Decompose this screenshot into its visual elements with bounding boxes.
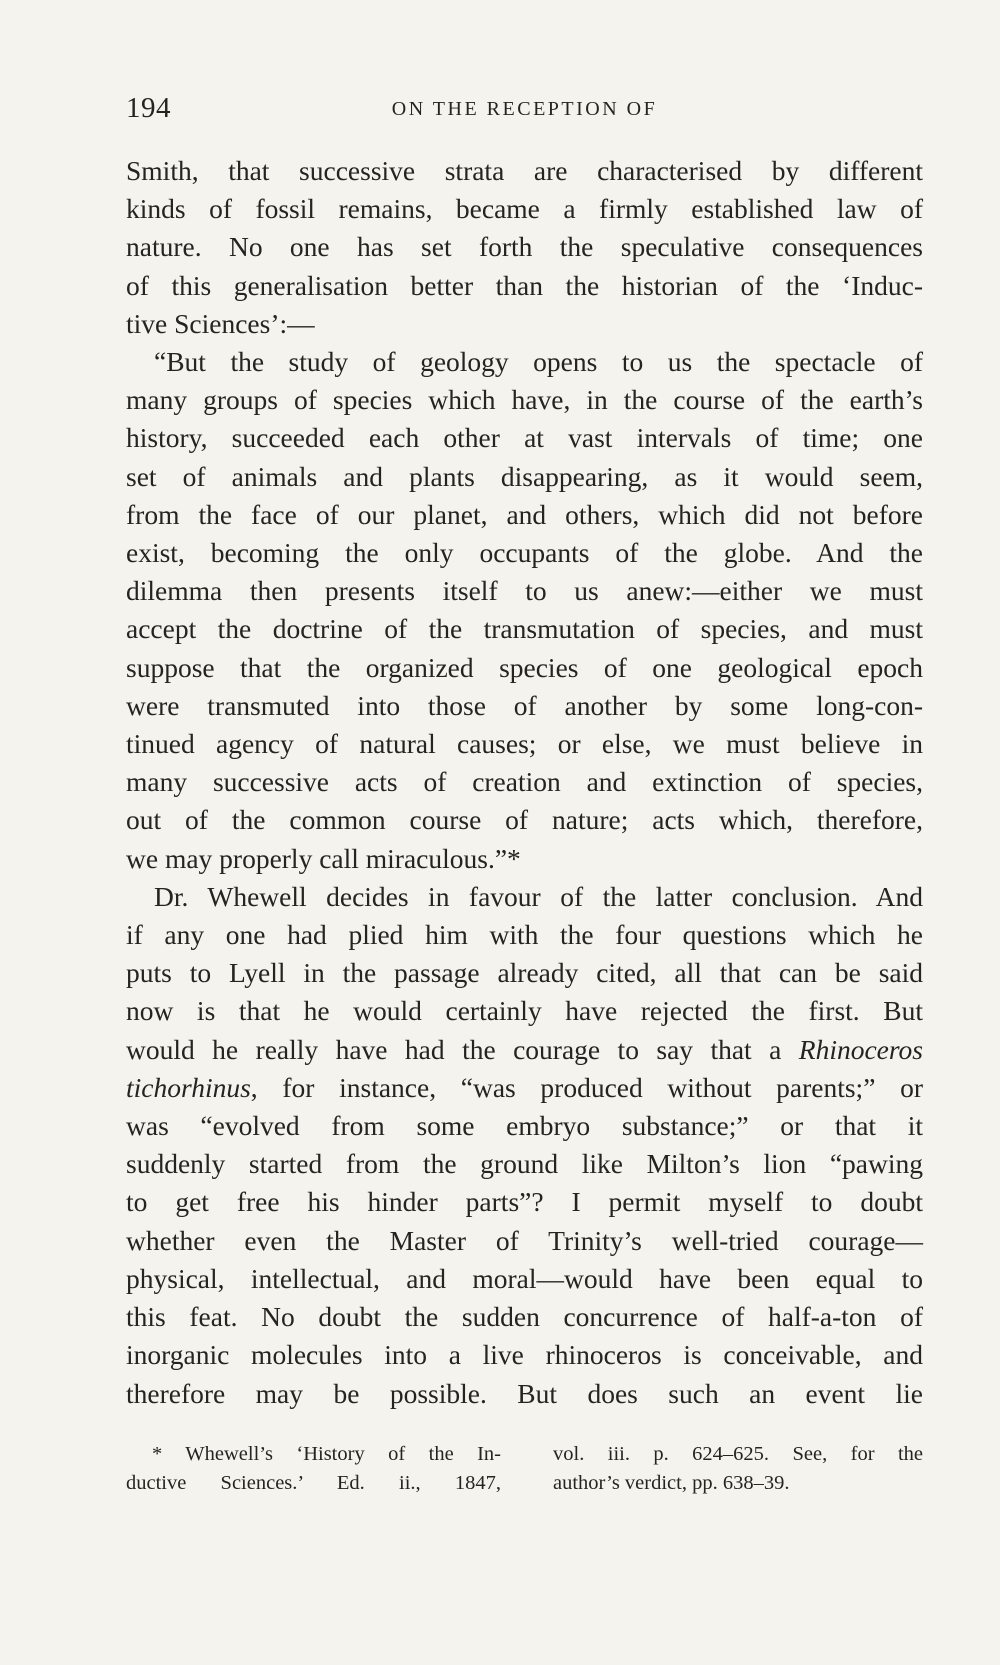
quote-line: dilemma then presents itself to us anew:—either we must (126, 575, 923, 607)
quote-line: out of the common course of nature; acts which, therefore, (126, 804, 923, 836)
body-text (126, 152, 923, 1413)
text-line: tive Sciences’:— (126, 307, 315, 339)
quote-line: from the face of our planet, and others, which did not before (126, 498, 923, 530)
text-line: this feat. No doubt the sudden concurrence of half-a-ton of (126, 1301, 923, 1333)
quote-line: many successive acts of creation and extinction of species, (126, 766, 923, 798)
quote-line: we may properly call miraculous.”* (126, 842, 521, 874)
text-line: was “evolved from some embryo substance;” or that it (126, 1110, 923, 1142)
footnote-line: author’s verdict, pp. 638–39. (553, 1472, 790, 1494)
text-line (126, 1031, 923, 1069)
text-line: suddenly started from the ground like Milton’s lion “pawing (126, 1148, 923, 1180)
quote-line: exist, becoming the only occupants of the globe. And the (126, 537, 923, 569)
quote-line: accept the doctrine of the transmutation of species, and must (126, 613, 923, 645)
text-line: Dr. Whewell decides in favour of the latter conclusion. And (154, 880, 923, 912)
quote-line: history, succeeded each other at vast intervals of time; one (126, 422, 923, 454)
page-header (126, 92, 923, 132)
text-line: of this generalisation better than the historian of the ‘Induc- (126, 269, 923, 301)
text-line: whether even the Master of Trinity’s well-tried courage— (126, 1224, 923, 1256)
text-line: if any one had plied him with the four questions which he (126, 919, 923, 951)
text-line: nature. No one has set forth the speculative consequences (126, 231, 923, 263)
footnote-line: * Whewell’s ‘History of the In- (152, 1443, 501, 1465)
text-line (126, 1069, 923, 1107)
quote-line: “But the study of geology opens to us the spectacle of (154, 346, 923, 378)
text-line: therefore may be possible. But does such an event lie (126, 1377, 923, 1409)
text-fragment: , for instance, “was produced without parents;” or (250, 1071, 923, 1103)
text-line: physical, intellectual, and moral—would have been equal to (126, 1262, 923, 1294)
quote-line: set of animals and plants disappearing, as it would seem, (126, 460, 923, 492)
text-line: to get free his hinder parts”? I permit myself to doubt (126, 1186, 923, 1218)
text-line: kinds of fossil remains, became a firmly established law of (126, 193, 923, 225)
footnote-left-column (126, 1440, 501, 1498)
quote-line: tinued agency of natural causes; or else, we must believe in (126, 728, 923, 760)
species-name-italic: Rhinoceros (798, 1033, 923, 1065)
quote-line: suppose that the organized species of one geological epoch (126, 651, 923, 683)
text-line: Smith, that successive strata are characterised by different (126, 155, 923, 186)
footnote-right-column (553, 1440, 923, 1498)
running-head: ON THE RECEPTION OF (391, 98, 658, 120)
text-line: puts to Lyell in the passage already cited, all that can be said (126, 957, 923, 989)
species-name-italic: tichorhinus (126, 1071, 251, 1103)
text-line: now is that he would certainly have rejected the first. But (126, 995, 923, 1027)
quote-line: were transmuted into those of another by some long-con- (126, 689, 923, 721)
footnote-line: ductive Sciences.’ Ed. ii., 1847, (126, 1472, 501, 1494)
text-fragment: would he really have had the courage to say that a (126, 1033, 782, 1065)
quote-line: many groups of species which have, in the course of the earth’s (126, 384, 923, 416)
footnote-line: vol. iii. p. 624–625. See, for the (553, 1443, 923, 1465)
text-line: inorganic molecules into a live rhinoceros is conceivable, and (126, 1339, 923, 1371)
page-number: 194 (126, 92, 171, 124)
